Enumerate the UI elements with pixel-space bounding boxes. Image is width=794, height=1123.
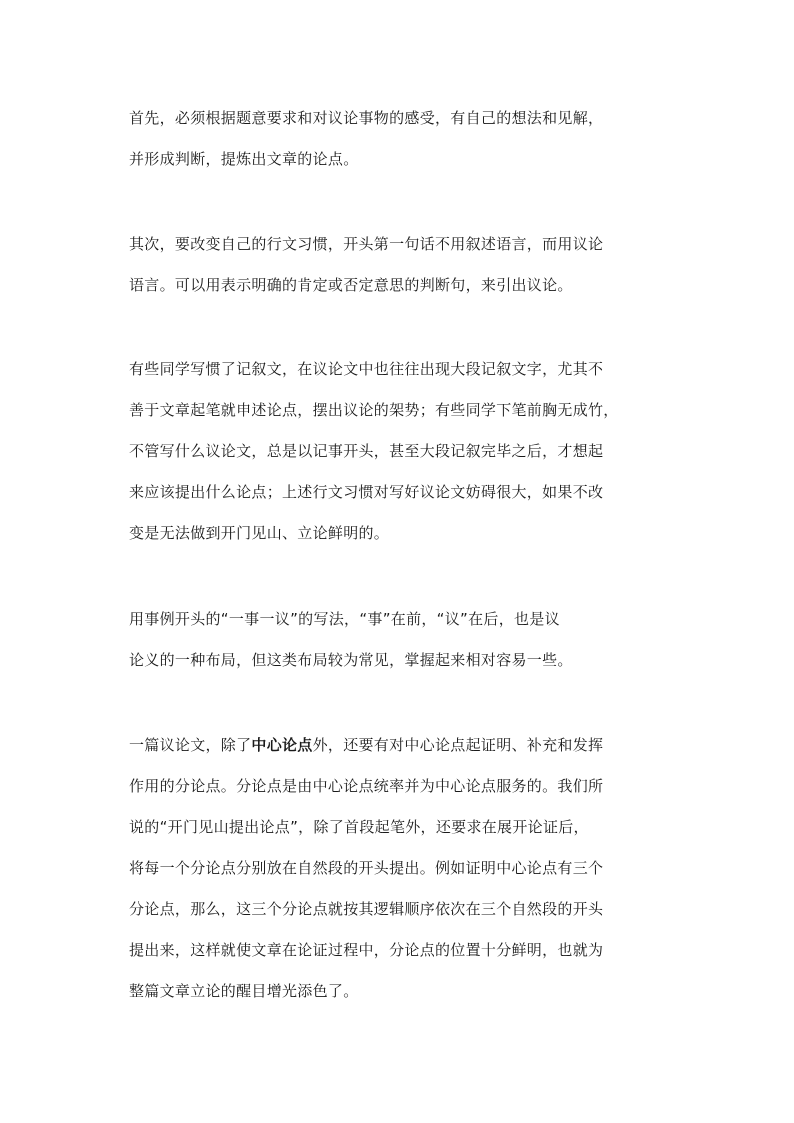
text-line: 分论点，那么，这三个分论点就按其逻辑顺序依次在三个自然段的开头 bbox=[129, 900, 604, 918]
text-line: 说的“开门见山提出论点”，除了首段起笔外，还要求在展开论证后， bbox=[129, 818, 589, 836]
text-line: 论义的一种布局，但这类布局较为常见，掌握起来相对容易一些。 bbox=[129, 651, 573, 669]
text-line: 来应该提出什么论点；上述行文习惯对写好议论文妨碍很大，如果不改 bbox=[129, 483, 604, 501]
text-line: 并形成判断，提炼出文章的论点。 bbox=[129, 150, 359, 168]
paragraph-1 bbox=[129, 108, 674, 190]
paragraph-2 bbox=[129, 234, 674, 316]
text-line: 有些同学写惯了记叙文，在议论文中也往往出现大段记叙文字，尤其不 bbox=[129, 360, 604, 378]
text-line: 将每一个分论点分别放在自然段的开头提出。例如证明中心论点有三个 bbox=[129, 859, 604, 877]
paragraph-4 bbox=[129, 609, 674, 691]
text-line: 首先，必须根据题意要求和对议论事物的感受，有自己的想法和见解， bbox=[129, 109, 604, 127]
paragraph-3 bbox=[129, 359, 674, 564]
text-line: 语言。可以用表示明确的肯定或否定意思的判断句，来引出议论。 bbox=[129, 276, 573, 294]
text-line: 作用的分论点。分论点是由中心论点统率并为中心论点服务的。我们所 bbox=[129, 777, 604, 795]
text-segment: 外，还要有对中心论点起证明、补充和发挥 bbox=[312, 736, 604, 754]
paragraph-5 bbox=[129, 735, 674, 1022]
bold-term-central-argument: 中心论点 bbox=[251, 736, 313, 754]
text-line-with-emphasis bbox=[129, 735, 674, 776]
text-line: 变是无法做到开门见山、立论鲜明的。 bbox=[129, 524, 390, 542]
text-line: 用事例开头的“一事一议”的写法，“事”在前，“议”在后，也是议 bbox=[129, 610, 560, 628]
text-line: 善于文章起笔就申述论点，摆出议论的架势；有些同学下笔前胸无成竹， bbox=[129, 401, 619, 419]
text-line: 其次，要改变自己的行文习惯，开头第一句话不用叙述语言，而用议论 bbox=[129, 235, 604, 253]
text-line: 整篇文章立论的醒目增光添色了。 bbox=[129, 982, 359, 1000]
text-line: 不管写什么议论文，总是以记事开头，甚至大段记叙完毕之后，才想起 bbox=[129, 442, 604, 460]
text-segment: 一篇议论文，除了 bbox=[129, 736, 252, 754]
text-line: 提出来，这样就使文章在论证过程中，分论点的位置十分鲜明，也就为 bbox=[129, 941, 604, 959]
